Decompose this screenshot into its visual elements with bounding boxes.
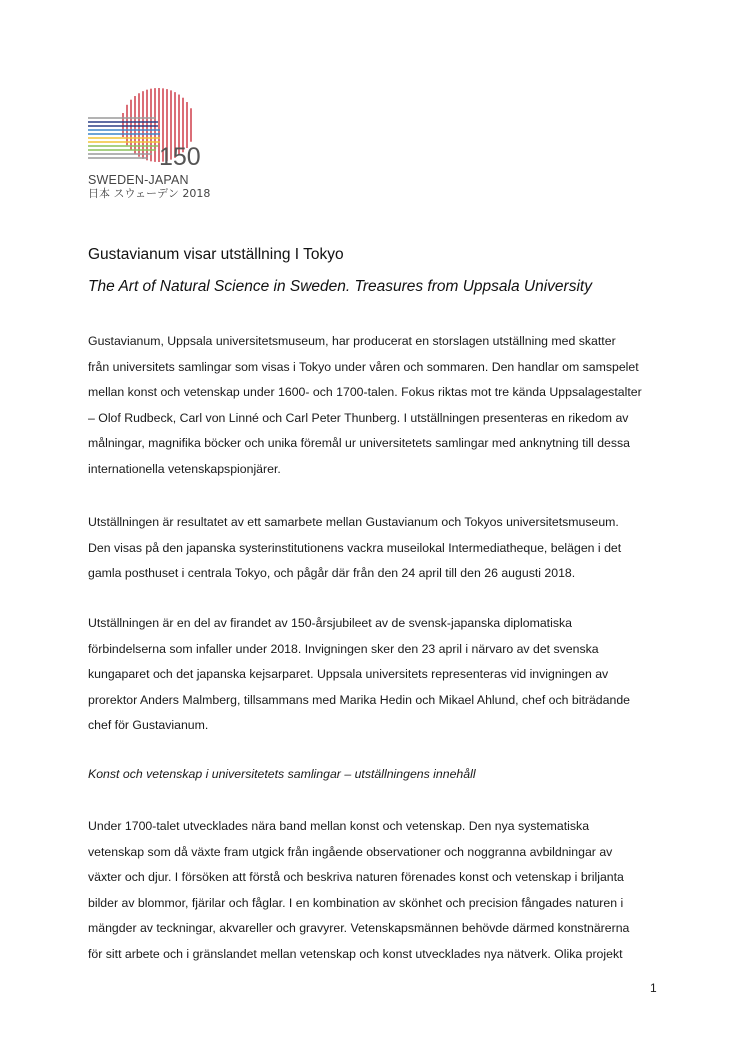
logo-number: 150 <box>159 143 201 171</box>
text-line: prorektor Anders Malmberg, tillsammans med Marika Hedin och Mikael Ahlund, chef och biträdande <box>88 692 631 707</box>
paragraph-collaboration <box>88 510 668 587</box>
text-line: från universitets samlingar som visas i Tokyo under våren och sommaren. Den handlar om samspelet <box>88 359 639 374</box>
page-number: 1 <box>650 981 657 995</box>
paragraph-jubilee <box>88 611 668 739</box>
text-line: gamla posthuset i centrala Tokyo, och pågår där från den 24 april till den 26 augusti 2018. <box>88 566 576 580</box>
logo-text-japanese: 日本 スウェーデン 2018 <box>88 187 211 200</box>
paragraph-content <box>88 814 668 967</box>
text-line: chef för Gustavianum. <box>88 718 209 732</box>
text-line: bilder av blommor, fjärilar och fåglar. I en kombination av skönhet och precision fångades naturen i <box>88 895 624 910</box>
paragraph-intro <box>88 329 668 482</box>
text-line: Utställningen är resultatet av ett samarbete mellan Gustavianum och Tokyos universitetsmuseum. <box>88 515 619 529</box>
text-line: växter och djur. I försöken att förstå och beskriva naturen förenades konst och vetenskap i briljanta <box>88 870 624 884</box>
document-title: Gustavianum visar utställning I Tokyo <box>88 246 344 263</box>
text-line: mellan konst och vetenskap under 1600- och 1700-talen. Fokus riktas mot tre kända Uppsalagestalter <box>88 385 642 399</box>
section-heading-text: Konst och vetenskap i universitetets samlingar – utställningens innehåll <box>88 767 476 781</box>
sweden-japan-150-logo <box>86 88 216 206</box>
text-line: för sitt arbete och i gränslandet mellan vetenskap och konst utvecklades nya nätverk. Olika projekt <box>88 946 623 961</box>
text-line: Under 1700-talet utvecklades nära band mellan konst och vetenskap. Den nya systematiska <box>88 819 590 833</box>
logo-text-sweden-japan: SWEDEN-JAPAN <box>88 173 189 187</box>
text-line: – Olof Rudbeck, Carl von Linné och Carl Peter Thunberg. I utställningen presenteras en rikedom av <box>88 410 629 425</box>
text-line: vetenskap som då växte fram utgick från ingående observationer och noggranna avbildningar av <box>88 844 613 859</box>
text-line: Gustavianum, Uppsala universitetsmuseum, har producerat en storslagen utställning med skatter <box>88 334 616 348</box>
text-line: förbindelserna som infaller under 2018. Invigningen sker den 23 april i närvaro av det svenska <box>88 641 599 656</box>
section-heading <box>88 762 668 788</box>
text-line: Utställningen är en del av firandet av 150-årsjubileet av de svensk-japanska diplomatiska <box>88 616 572 630</box>
text-line: mängder av teckningar, akvareller och gravyrer. Vetenskapsmännen behövde därmed konstnärerna <box>88 921 630 935</box>
text-line: målningar, magnifika böcker och unika föremål ur universitetets samlingar med anknytning till dessa <box>88 436 631 450</box>
document-subtitle: The Art of Natural Science in Sweden. Treasures from Uppsala University <box>88 278 592 295</box>
text-line: Den visas på den japanska systerinstitutionens vackra museilokal Intermediatheque, belägen i det <box>88 540 622 555</box>
text-line: kungaparet och det japanska kejsarparet. Uppsala universitets representeras vid invigningen av <box>88 667 609 681</box>
text-line: internationella vetenskapspionjärer. <box>88 461 281 476</box>
